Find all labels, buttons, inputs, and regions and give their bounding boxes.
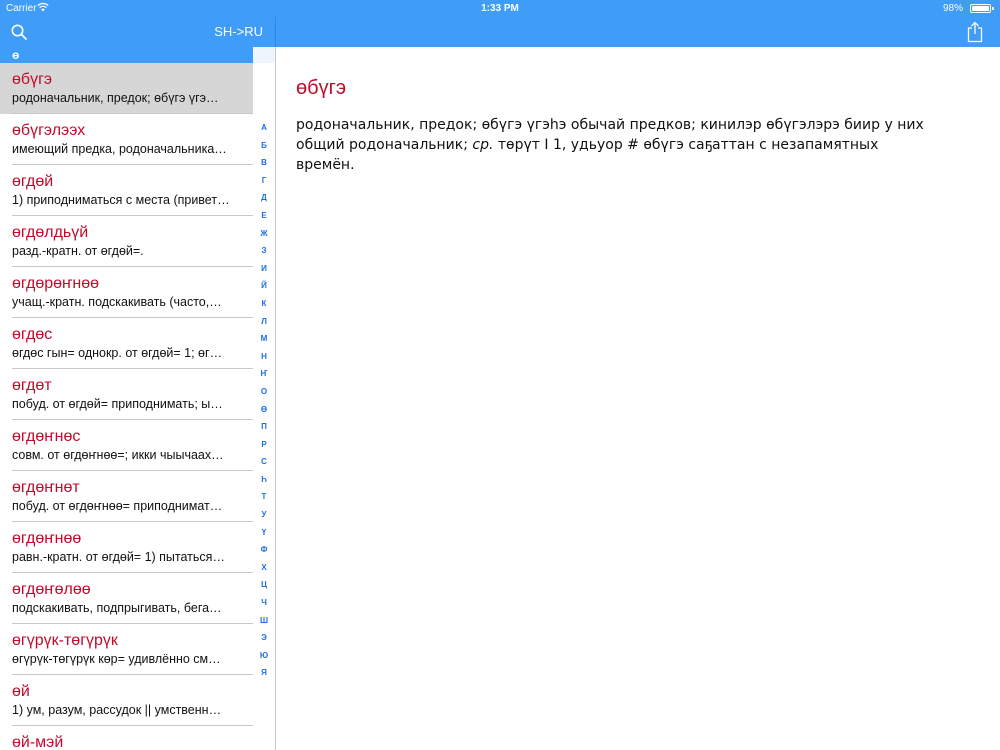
index-letter[interactable]: Е xyxy=(261,210,267,220)
index-letter[interactable]: М xyxy=(260,334,268,344)
index-letter[interactable]: Д xyxy=(261,193,267,203)
index-letter[interactable]: Ө xyxy=(260,404,268,414)
list-item-term: өгдөй xyxy=(12,173,54,190)
word-list xyxy=(0,63,253,750)
list-item-definition: побуд. от өгдөй= приподнимать; ы… xyxy=(12,397,223,411)
section-header-filler xyxy=(253,47,275,63)
index-letter[interactable]: У xyxy=(261,510,267,520)
index-letter[interactable]: Ф xyxy=(260,545,268,555)
sidebar-nav-bar xyxy=(0,17,275,47)
status-bar xyxy=(0,0,1000,17)
index-letter[interactable]: И xyxy=(261,263,267,273)
list-item-definition: равн.-кратн. от өгдөй= 1) пытаться… xyxy=(12,550,225,564)
definition-text-cont: төрүт I 1, удьуор # өбүгэ саҕаттан с незапамятных времён. xyxy=(296,137,879,173)
list-item[interactable] xyxy=(0,471,253,522)
search-icon[interactable] xyxy=(10,23,28,41)
index-letter[interactable]: Ц xyxy=(261,580,267,590)
list-item-definition: совм. от өгдөҥнөө=; икки чыычаах… xyxy=(12,448,224,462)
list-item[interactable] xyxy=(0,114,253,165)
index-letter[interactable]: Ч xyxy=(261,598,267,608)
list-item[interactable] xyxy=(0,165,253,216)
share-icon[interactable] xyxy=(966,21,984,43)
index-letter[interactable]: Р xyxy=(261,439,267,449)
language-toggle-button[interactable]: SH->RU xyxy=(214,24,263,39)
definition-text: родоначальник, предок; өбүгэ үгэһэ обычай предков; кинилэр өбүгэлэрэ биир у них общий родоначальник; xyxy=(296,117,924,153)
list-item-term: өй-мэй xyxy=(12,734,64,750)
index-letter[interactable]: Л xyxy=(261,316,267,326)
index-letter[interactable]: К xyxy=(261,298,267,308)
index-letter[interactable]: Һ xyxy=(261,474,267,484)
list-item-definition: имеющий предка, родоначальника… xyxy=(12,142,227,156)
list-item-term: өгдөрөҥнөө xyxy=(12,275,100,292)
index-letter[interactable]: О xyxy=(260,386,268,396)
index-letter[interactable]: Ж xyxy=(260,228,268,238)
list-item[interactable] xyxy=(0,624,253,675)
list-item-definition: 1) приподниматься с места (привет… xyxy=(12,193,230,207)
list-item[interactable] xyxy=(0,63,253,114)
list-item[interactable] xyxy=(0,522,253,573)
list-item-term: өгдөҥнөс xyxy=(12,428,81,445)
index-letter[interactable]: П xyxy=(261,422,267,432)
list-item[interactable] xyxy=(0,675,253,726)
list-item-term: өбүгэлээх xyxy=(12,122,86,139)
list-item[interactable] xyxy=(0,267,253,318)
index-letter[interactable]: В xyxy=(261,158,267,168)
index-letter[interactable]: Г xyxy=(261,175,267,185)
carrier-label: Carrier xyxy=(6,3,37,14)
list-item-term: өгдөт xyxy=(12,377,52,394)
list-item-definition: өгдөс гын= однокр. от өгдөй= 1; өг… xyxy=(12,346,223,360)
index-letter[interactable]: Ү xyxy=(261,527,267,537)
index-letter[interactable]: Х xyxy=(261,562,267,572)
list-item-term: өгдөс xyxy=(12,326,53,343)
index-letter[interactable]: Й xyxy=(261,281,267,291)
entry-definition xyxy=(296,115,936,175)
index-letter[interactable]: А xyxy=(261,123,267,132)
section-header: ө xyxy=(0,47,253,63)
list-item[interactable] xyxy=(0,216,253,267)
list-item-term: өбүгэ xyxy=(12,71,53,88)
index-letter[interactable]: Н xyxy=(261,351,267,361)
list-item-definition: побуд. от өгдөҥнөө= приподнимат… xyxy=(12,499,223,513)
index-letter[interactable]: Э xyxy=(261,633,267,643)
list-item-definition: разд.-кратн. от өгдөй=. xyxy=(12,244,144,258)
index-letter[interactable]: Ҥ xyxy=(260,369,268,379)
entry-title: өбүгэ xyxy=(296,77,347,99)
list-item-definition: өгүрүк-төгүрүк көр= удивлённо см… xyxy=(12,652,221,666)
list-item[interactable] xyxy=(0,573,253,624)
definition-cf-abbr: ср. xyxy=(472,137,494,153)
list-item[interactable] xyxy=(0,726,253,750)
list-item[interactable] xyxy=(0,318,253,369)
index-letter[interactable]: З xyxy=(261,246,267,256)
list-item-term: өгдөҥнөө xyxy=(12,530,82,547)
index-letter[interactable]: Я xyxy=(261,668,267,678)
index-letter[interactable]: Ш xyxy=(259,615,269,625)
list-item-definition: 1) ум, разум, рассудок || умственн… xyxy=(12,703,222,717)
battery-icon xyxy=(970,4,991,13)
index-letter[interactable]: Т xyxy=(261,492,267,502)
list-item-term: өгдөҥнөт xyxy=(12,479,80,496)
status-time: 1:33 PM xyxy=(481,3,519,14)
list-item-term: өгүрүк-төгүрүк xyxy=(12,632,118,649)
detail-nav-bar xyxy=(276,17,1000,47)
word-list-sidebar xyxy=(0,47,275,750)
index-letter[interactable]: С xyxy=(261,457,267,467)
list-item-definition: родоначальник, предок; өбүгэ үгэ… xyxy=(12,91,219,105)
list-item-term: өй xyxy=(12,683,30,700)
index-letter[interactable]: Б xyxy=(261,140,267,150)
alphabet-index[interactable] xyxy=(253,119,275,682)
list-item-definition: подскакивать, подпрыгивать, бега… xyxy=(12,601,222,615)
list-item-term: өгдөлдьүй xyxy=(12,224,89,241)
entry-detail-pane xyxy=(276,47,1000,750)
list-item-definition: учащ.-кратн. подскакивать (часто,… xyxy=(12,295,222,309)
battery-percent: 98% xyxy=(942,3,963,14)
list-item-term: өгдөҥөлөө xyxy=(12,581,91,598)
list-item[interactable] xyxy=(0,420,253,471)
index-letter[interactable]: Ю xyxy=(259,650,269,660)
list-item[interactable] xyxy=(0,369,253,420)
